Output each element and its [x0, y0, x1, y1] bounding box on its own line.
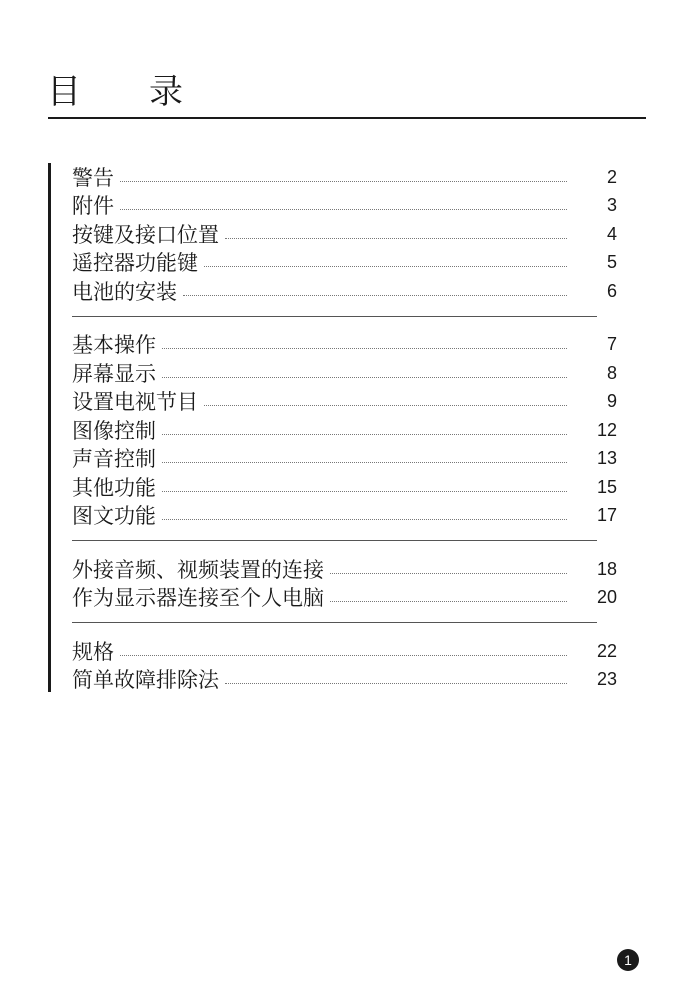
toc-entry-page: 5	[606, 252, 617, 272]
toc-entry-page: 22	[596, 640, 617, 661]
dot-leader	[120, 181, 567, 182]
group-divider	[72, 540, 597, 541]
toc-entry-label: 声音控制	[72, 447, 156, 471]
toc-entry-page: 12	[596, 419, 617, 440]
dot-leader	[204, 266, 567, 267]
toc-entry-page: 20	[596, 587, 617, 607]
toc-entry-label: 按键及接口位置	[72, 222, 219, 247]
toc-entry-troubleshooting[interactable]	[72, 666, 617, 695]
toc-entry-warning[interactable]	[72, 163, 617, 192]
dot-leader	[204, 405, 567, 406]
toc-entry-basic-operation[interactable]	[72, 331, 617, 360]
toc-entry-label: 外接音频、视频装置的连接	[72, 557, 324, 582]
toc-entry-buttons-ports[interactable]	[72, 220, 617, 249]
toc-entry-label: 基本操作	[72, 333, 156, 357]
toc-entry-label: 规格	[72, 639, 114, 664]
dot-leader	[330, 573, 567, 574]
title-char-1: 目	[47, 72, 81, 112]
dot-leader	[162, 519, 567, 520]
toc-entry-page: 7	[606, 334, 617, 354]
dot-leader	[162, 462, 567, 463]
toc-entry-av-connection[interactable]	[72, 555, 617, 584]
toc-side-bar	[48, 163, 51, 692]
toc-entry-tv-programs[interactable]	[72, 388, 617, 417]
toc-entry-label: 其他功能	[72, 475, 156, 500]
dot-leader	[330, 601, 567, 602]
toc-entry-page: 13	[596, 448, 617, 468]
dot-leader	[162, 377, 567, 378]
toc-entry-label: 图像控制	[72, 418, 156, 443]
group-divider	[72, 316, 597, 317]
toc-entry-page: 8	[606, 362, 617, 383]
dot-leader	[120, 209, 567, 210]
toc-entry-other-functions[interactable]	[72, 473, 617, 502]
toc-entry-label: 警告	[72, 165, 114, 190]
dot-leader	[183, 295, 567, 296]
dot-leader	[225, 238, 567, 239]
toc-entry-label: 作为显示器连接至个人电脑	[72, 586, 324, 610]
dot-leader	[162, 434, 567, 435]
page-title	[47, 64, 183, 113]
toc-entry-remote-keys[interactable]	[72, 249, 617, 278]
toc-entry-pc-monitor[interactable]	[72, 584, 617, 613]
toc-entry-label: 遥控器功能键	[72, 251, 198, 275]
group-divider	[72, 622, 597, 623]
toc-entry-label: 简单故障排除法	[72, 668, 219, 692]
toc-entry-page: 6	[606, 280, 617, 301]
toc-entry-page: 17	[596, 505, 617, 525]
toc-entry-page: 9	[606, 391, 617, 411]
dot-leader	[120, 655, 567, 656]
toc-entry-page: 23	[596, 669, 617, 689]
toc-entry-page: 18	[596, 558, 617, 579]
page-number-badge: 1	[617, 949, 639, 971]
toc-entry-teletext[interactable]	[72, 502, 617, 531]
toc-entry-label: 屏幕显示	[72, 361, 156, 386]
title-char-2: 录	[149, 72, 183, 112]
dot-leader	[225, 683, 567, 684]
toc-entry-page: 15	[596, 476, 617, 497]
toc-entry-label: 电池的安装	[72, 279, 177, 304]
toc-entry-page: 4	[606, 223, 617, 244]
toc-entry-screen-display[interactable]	[72, 359, 617, 388]
toc-entry-specifications[interactable]	[72, 637, 617, 666]
toc-entry-page: 2	[606, 166, 617, 187]
title-divider	[48, 117, 646, 119]
toc-entry-page: 3	[606, 195, 617, 215]
dot-leader	[162, 491, 567, 492]
toc-entry-label: 设置电视节目	[72, 390, 198, 414]
toc-entry-label: 附件	[72, 194, 114, 218]
toc-entry-label: 图文功能	[72, 504, 156, 528]
dot-leader	[162, 348, 567, 349]
toc-entry-battery[interactable]	[72, 277, 617, 306]
toc-entry-picture-control[interactable]	[72, 416, 617, 445]
table-of-contents	[72, 163, 617, 694]
toc-entry-accessories[interactable]	[72, 192, 617, 221]
toc-entry-sound-control[interactable]	[72, 445, 617, 474]
